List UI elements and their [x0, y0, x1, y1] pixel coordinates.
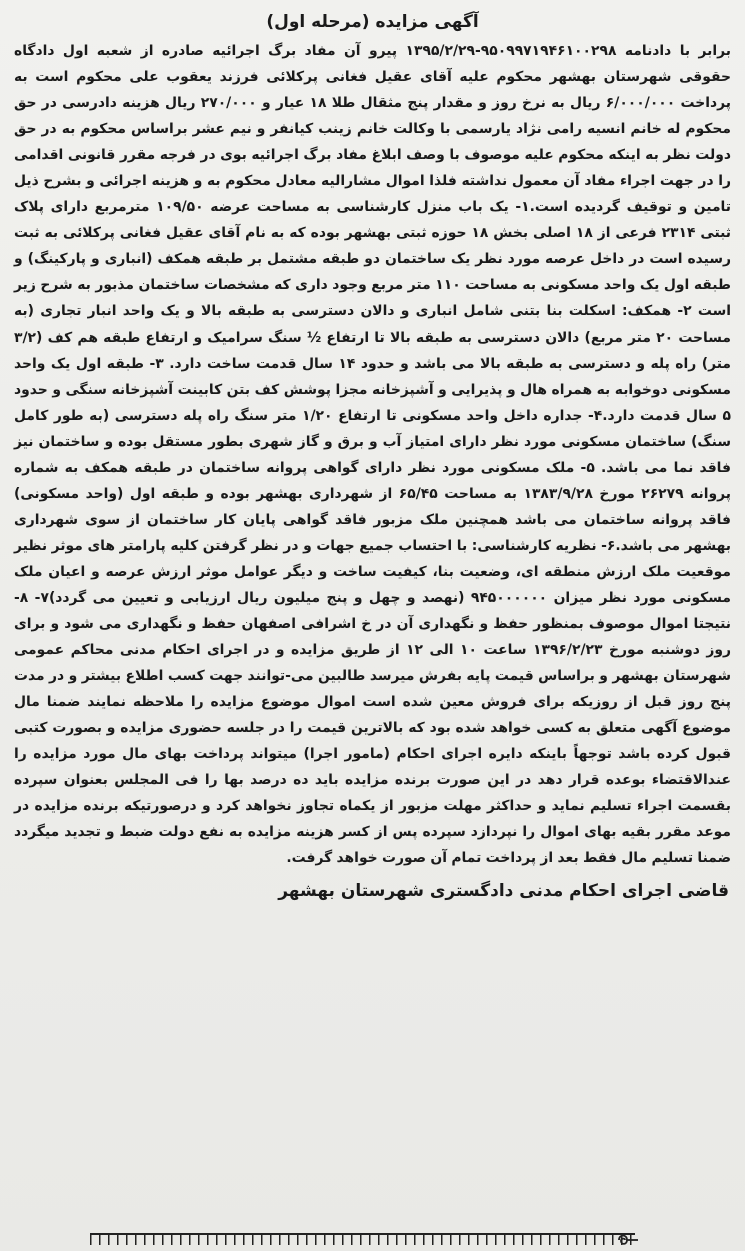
- notice-title: آگهی مزایده (مرحله اول): [266, 12, 479, 32]
- scroll-ornament-icon: [617, 1231, 639, 1249]
- decorative-rule: [90, 1233, 635, 1245]
- notice-body: برابر با دادنامه ۹۵۰۹۹۷۱۹۴۶۱۰۰۲۹۸-۱۳۹۵/۲/۲۹ پیرو آن مفاد برگ اجرائیه صادره از شعبه اول دادگاه حقوقی شهرستان بهشهر محکوم علیه آقای عقیل فغانی پرکلائی فرزند یعقوب علی محکوم است به پرداخت ۶/۰۰۰/۰۰۰ ریال به نرخ روز و مقدار پنج مثقال طلا ۱۸ عیار و ۲۷۰/۰۰۰ ریال هزینه دادرسی در حق محکوم له خانم انسیه رامی نژاد یارسمی با وکالت خانم زینب کیانفر و نیم عشر براساس محکوم به در حق دولت نظر به اینکه محکوم علیه موصوف با وصف ابلاغ مفاد برگ اجرائیه بوی در فرجه مقرر قانونی اقدامی را در جهت اجراء مفاد آن معمول نداشته فلذا اموال مشارالیه معادل محکوم به و هزینه اجرائی و بشرح ذیل تامین و توقیف گردیده است.۱- یک باب منزل کارشناسی به مساحت عرضه ۱۰۹/۵۰ مترمربع دارای پلاک ثبتی ۲۳۱۴ فرعی از ۱۸ اصلی بخش ۱۸ حوزه ثبتی بهشهر بوده که به نام آقای عقیل فغانی پرکلائی به ثبت رسیده است در داخل عرصه مورد نظر یک ساختمان دو طبقه مشتمل بر طبقه همکف (انباری و پارکینگ) و طبقه اول یک واحد مسکونی به مساحت ۱۱۰ متر مربع وجود داری که مشخصات ساختمان مذبور به شرح زیر است ۲- همکف: اسکلت بنا بتنی شامل انباری و دالان دسترسی به طبقه بالا و یک واحد انبار تجاری (به مساحت ۲۰ متر مربع) دالان دسترسی به طبقه بالا تا ارتفاع ½ سنگ سرامیک و ارتفاع طبقه هم کف (۳/۲ متر) راه پله و دسترسی به طبقه بالا می باشد و حدود ۱۴ سال قدمت ساخت دارد. ۳- طبقه اول یک واحد مسکونی دوخوابه به همراه هال و پذیرایی و آشپزخانه مجزا پوشش کف بتن کابینت آشپزخانه سنگی و حدود ۵ سال قدمت دارد.۴- جداره داخل واحد مسکونی تا ارتفاع ۱/۲۰ متر سنگ راه پله دسترسی (به طور کامل سنگ) ساختمان مسکونی مورد نظر دارای امتیاز آب و برق و گاز شهری بطور مستقل بوده و ساختمان نیز فاقد نما می باشد. ۵- ملک مسکونی مورد نظر دارای گواهی پروانه ساختمان در طبقه همکف به شماره پروانه ۲۶۲۷۹ مورخ ۱۳۸۳/۹/۲۸ به مساحت ۶۵/۴۵ از شهرداری بهشهر بوده و طبقه اول (واحد مسکونی) فاقد پروانه ساختمان می باشد همچنین ملک مزبور فاقد گواهی پایان کار ساختمان از سوی شهرداری بهشهر می باشد.۶- نظریه کارشناسی: با احتساب جمیع جهات و در نظر گرفتن کلیه پارامتر های موثر نظیر موقعیت ملک ارزش منطقه ای، وضعیت بنا، کیفیت ساخت و دیگر عوامل موثر ارزش عرصه و اعیان ملک مسکونی مورد نظر میزان ۹۴۵۰۰۰۰۰۰ (نهصد و چهل و پنج میلیون ریال ارزیابی و تعیین می گردد)۷- ۸- نتیجتا اموال موصوف بمنظور حفظ و نگهداری آن در خ اشرافی اصفهان حفظ و نگهداری می شود و برای روز دوشنبه مورخ ۱۳۹۶/۲/۲۳ ساعت ۱۰ الی ۱۲ از طریق مزایده و در اجرای احکام مدنی محاکم عمومی شهرستان بهشهر و براساس قیمت پایه بفرش میرسد طالبین می-توانند جهت کسب اطلاع بیشتر و در مدت پنج روز قبل از روزیکه برای فروش معین شده است اموال موضوع مزایده را ملاحظه نمایند ضمنا مال موضوع آگهی متعلق به کسی خواهد شده بود که بالاترین قیمت را در جلسه حضوری مزایده و بصورت کتبی قبول کرده باشد توجهاً باینکه دایره اجرای احکام (مامور اجرا) میتواند پرداخت بهای مال مورد مزایده را عندالاقتضاء بوعده قرار دهد در این صورت برنده مزایده باید ده درصد بها را فی المجلس بعنوان سپرده بقسمت اجراء تسلیم نماید و حداکثر مهلت مزبور از یکماه تجاوز نخواهد کرد و درصورتیکه برنده مزایده در موعد مقرر بقیه بهای اموال را نپردازد سپرده پس از کسر هزینه مزایده به نفع دولت ضبط و تجدید میگردد ضمنا تسلیم مال فقط بعد از پرداخت تمام آن صورت خواهد گرفت.: [14, 43, 732, 867]
- notice-signature: قاضی اجرای احکام مدنی دادگستری شهرستان بهشهر: [278, 880, 729, 901]
